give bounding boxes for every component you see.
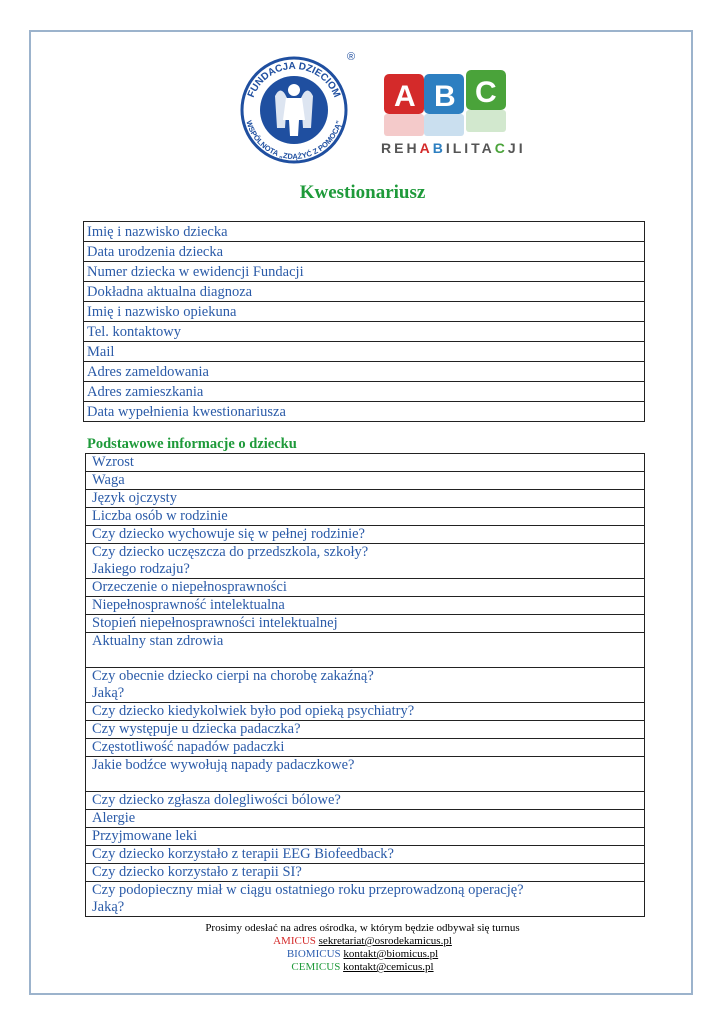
table-row: [86, 597, 645, 615]
section-title: Podstawowe informacje o dziecku: [87, 436, 297, 452]
table-row: [86, 828, 645, 846]
question-cell: [86, 472, 645, 490]
table-row: [86, 721, 645, 739]
question-line: Wzrost: [92, 454, 134, 470]
field-label: Data wypełnienia kwestionariusza: [84, 402, 645, 422]
question-line: Czy dziecko korzystało z terapii SI?: [92, 864, 302, 880]
block-a: A: [394, 80, 416, 113]
question-line: Czy występuje u dziecka padaczka?: [92, 721, 301, 737]
question-cell: [86, 792, 645, 810]
logo-ring-text-bottom: WSPÓLNOTA „ZDĄŻYĆ Z POMOCĄ”: [244, 119, 344, 162]
field-label: Data urodzenia dziecka: [84, 242, 645, 262]
table-row: [84, 262, 645, 282]
question-cell: [86, 668, 645, 703]
table-row: [84, 342, 645, 362]
question-cell: [86, 846, 645, 864]
question-line: Stopień niepełnosprawności intelektualnej: [92, 615, 338, 631]
table-row: [86, 544, 645, 579]
page-title: Kwestionariusz: [299, 182, 426, 203]
table-row: [84, 382, 645, 402]
question-cell: [86, 810, 645, 828]
question-cell: [86, 739, 645, 757]
question-cell: [86, 882, 645, 917]
table-row: [86, 472, 645, 490]
question-line: Orzeczenie o niepełnosprawności: [92, 579, 287, 595]
question-line: [92, 650, 638, 667]
table-row: [86, 490, 645, 508]
question-line: Czy podopieczny miał w ciągu ostatniego roku przeprowadzoną operację?: [92, 882, 524, 898]
registered-mark: ®: [347, 51, 356, 63]
question-line: Niepełnosprawność intelektualna: [92, 597, 285, 613]
field-label: Numer dziecka w ewidencji Fundacji: [84, 262, 645, 282]
rehabilitacji-wordmark: REHABILITACJI: [381, 140, 526, 156]
field-label: Imię i nazwisko opiekuna: [84, 302, 645, 322]
email-link[interactable]: sekretariat@osrodekamicus.pl: [318, 935, 452, 947]
block-b: B: [434, 80, 456, 113]
table-row: [84, 282, 645, 302]
footer: [0, 922, 725, 974]
question-line: Jaką?: [92, 685, 125, 701]
question-line: Alergie: [92, 810, 136, 826]
footer-note: Prosimy odesłać na adres ośrodka, w którym będzie odbywał się turnus: [205, 922, 520, 934]
table-row: [86, 668, 645, 703]
table-row: [84, 242, 645, 262]
table-row: [86, 792, 645, 810]
question-cell: [86, 721, 645, 739]
question-line: Czy obecnie dziecko cierpi na chorobę zakaźną?: [92, 668, 374, 684]
question-line: Czy dziecko kiedykolwiek było pod opieką psychiatry?: [92, 703, 415, 719]
table-row: [86, 846, 645, 864]
question-cell: [86, 508, 645, 526]
question-cell: [86, 703, 645, 721]
table-row: [86, 810, 645, 828]
question-cell: [86, 544, 645, 579]
field-label: Dokładna aktualna diagnoza: [84, 282, 645, 302]
field-label: Adres zamieszkania: [84, 382, 645, 402]
table-row: [86, 864, 645, 882]
block-c: C: [475, 76, 497, 109]
table-row: [86, 757, 645, 792]
basic-data-table: [83, 221, 645, 422]
table-row: [84, 402, 645, 422]
table-row: [86, 882, 645, 917]
footer-center-cemicus: CEMICUS kontakt@cemicus.pl: [291, 961, 434, 973]
question-line: Jakiego rodzaju?: [92, 561, 190, 577]
table-row: [84, 302, 645, 322]
question-cell: [86, 526, 645, 544]
table-row: [84, 322, 645, 342]
table-row: [86, 633, 645, 668]
question-line: Liczba osób w rodzinie: [92, 508, 228, 524]
question-cell: [86, 579, 645, 597]
table-row: [86, 454, 645, 472]
footer-center-amicus: AMICUS sekretariat@osrodekamicus.pl: [273, 935, 452, 947]
question-cell: [86, 597, 645, 615]
table-row: [86, 526, 645, 544]
question-line: Przyjmowane leki: [92, 828, 198, 844]
email-link[interactable]: kontakt@cemicus.pl: [343, 961, 434, 973]
question-cell: [86, 490, 645, 508]
question-line: Czy dziecko wychowuje się w pełnej rodzinie?: [92, 526, 365, 542]
question-cell: [86, 633, 645, 668]
field-label: Mail: [84, 342, 645, 362]
fundacja-dzieciom-logo: [231, 48, 357, 164]
field-label: Adres zameldowania: [84, 362, 645, 382]
table-row: [86, 739, 645, 757]
table-row: [86, 579, 645, 597]
question-line: Czy dziecko uczęszcza do przedszkola, szkoły?: [92, 544, 369, 560]
footer-center-biomicus: BIOMICUS kontakt@biomicus.pl: [286, 948, 439, 960]
field-label: Imię i nazwisko dziecka: [84, 222, 645, 242]
question-cell: [86, 864, 645, 882]
question-cell: [86, 615, 645, 633]
question-line: Czy dziecko zgłasza dolegliwości bólowe?: [92, 792, 341, 808]
table-row: [86, 508, 645, 526]
question-line: Czy dziecko korzystało z terapii EEG Biofeedback?: [92, 846, 394, 862]
table-row: [86, 615, 645, 633]
question-line: Aktualny stan zdrowia: [92, 633, 224, 649]
question-line: Częstotliwość napadów padaczki: [92, 739, 285, 755]
question-cell: [86, 454, 645, 472]
email-link[interactable]: kontakt@biomicus.pl: [343, 948, 439, 960]
logo-ring-text: FUNDACJA DZIECIOM: [245, 60, 343, 100]
child-info-table: [85, 453, 645, 917]
question-line: Język ojczysty: [92, 490, 177, 506]
table-row: [86, 703, 645, 721]
question-line: Jakie bodźce wywołują napady padaczkowe?: [92, 757, 355, 773]
table-row: [84, 362, 645, 382]
question-line: Jaką?: [92, 899, 125, 915]
question-line: Waga: [92, 472, 125, 488]
question-cell: [86, 828, 645, 846]
field-label: Tel. kontaktowy: [84, 322, 645, 342]
question-line: [92, 774, 638, 791]
question-cell: [86, 757, 645, 792]
table-row: [84, 222, 645, 242]
